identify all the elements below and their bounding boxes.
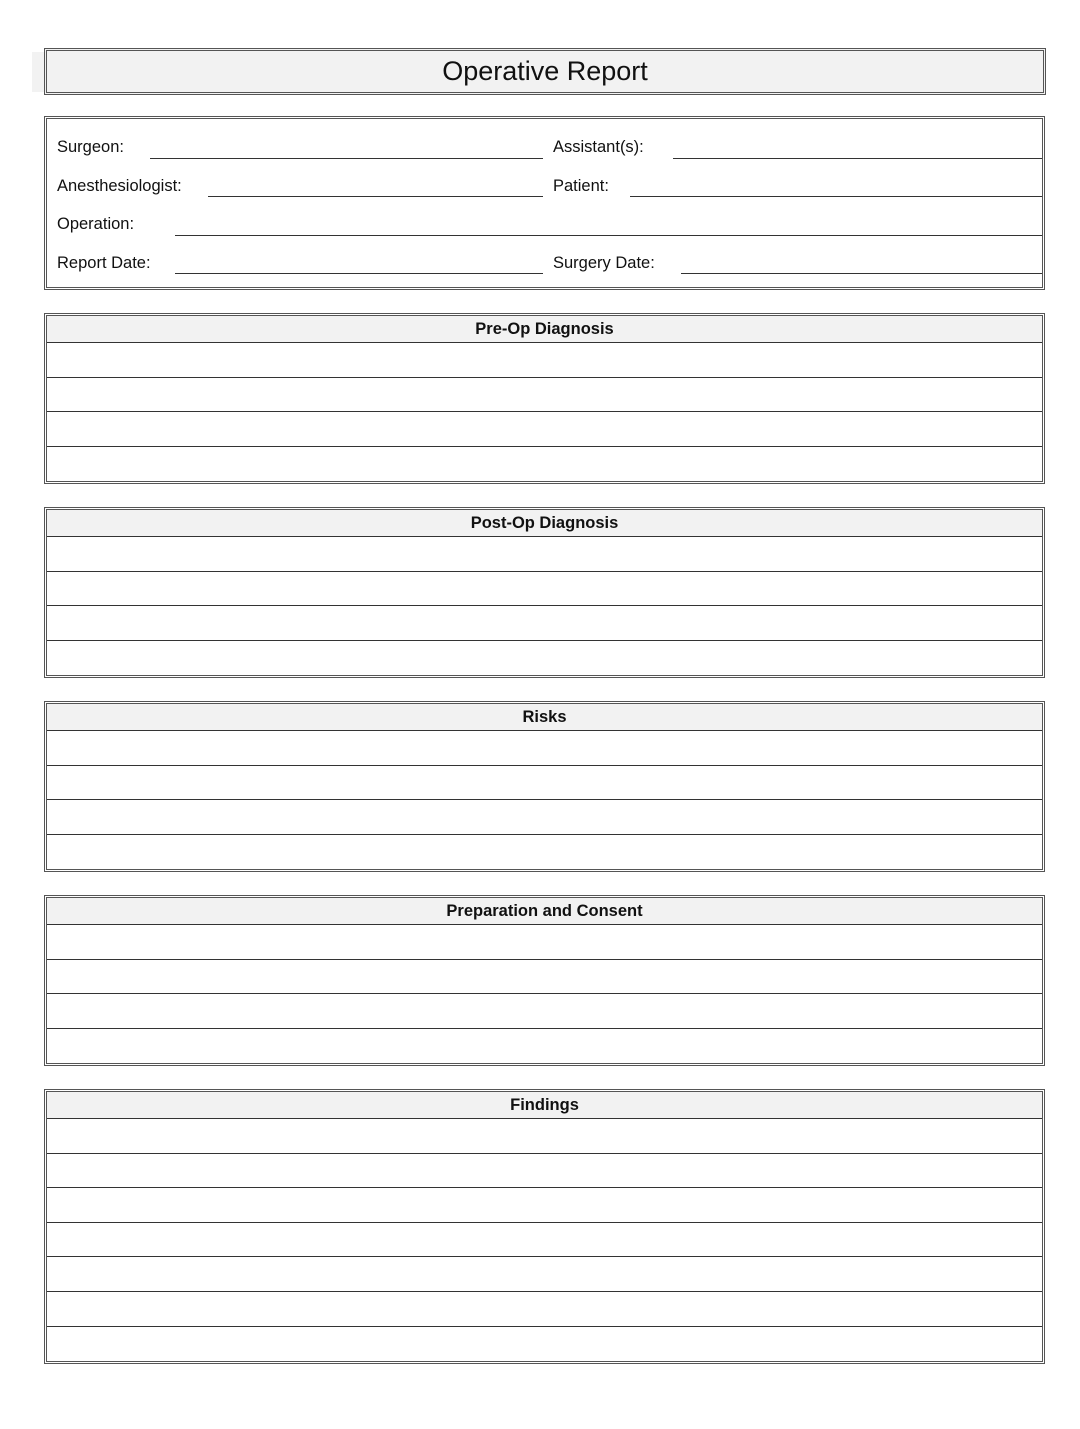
preparation-consent-line[interactable] [47, 960, 1042, 995]
report-info-box [44, 116, 1045, 290]
preparation-consent-heading: Preparation and Consent [47, 898, 1042, 925]
findings-line[interactable] [47, 1257, 1042, 1292]
surgery-date-field[interactable] [681, 273, 1042, 274]
findings-line[interactable] [47, 1119, 1042, 1154]
preop-diagnosis-line[interactable] [47, 378, 1042, 413]
preop-diagnosis-line[interactable] [47, 343, 1042, 378]
report-date-label: Report Date: [57, 254, 151, 272]
preparation-consent-line[interactable] [47, 925, 1042, 960]
postop-diagnosis-line[interactable] [47, 641, 1042, 676]
findings-line[interactable] [47, 1292, 1042, 1327]
findings-line[interactable] [47, 1154, 1042, 1189]
surgery-date-label: Surgery Date: [553, 254, 655, 272]
preop-diagnosis-line[interactable] [47, 412, 1042, 447]
postop-diagnosis-line[interactable] [47, 606, 1042, 641]
patient-field[interactable] [630, 196, 1042, 197]
findings-section [44, 1089, 1045, 1364]
postop-diagnosis-line[interactable] [47, 537, 1042, 572]
operation-label: Operation: [57, 215, 135, 233]
findings-line[interactable] [47, 1327, 1042, 1362]
operation-field[interactable] [175, 235, 1042, 236]
risks-line[interactable] [47, 835, 1042, 870]
report-title: Operative Report [442, 56, 648, 86]
patient-label: Patient: [553, 177, 609, 195]
preparation-consent-line[interactable] [47, 1029, 1042, 1064]
risks-line[interactable] [47, 731, 1042, 766]
assistants-field[interactable] [673, 158, 1042, 159]
postop-diagnosis-section [44, 507, 1045, 678]
preop-diagnosis-line[interactable] [47, 447, 1042, 482]
surgeon-label: Surgeon: [57, 138, 124, 156]
findings-line[interactable] [47, 1223, 1042, 1258]
report-date-field[interactable] [175, 273, 543, 274]
preparation-consent-line[interactable] [47, 994, 1042, 1029]
surgeon-field[interactable] [150, 158, 543, 159]
risks-line[interactable] [47, 766, 1042, 801]
anesthesiologist-label: Anesthesiologist: [57, 177, 182, 195]
risks-section [44, 701, 1045, 872]
preop-diagnosis-section [44, 313, 1045, 484]
preop-diagnosis-heading: Pre-Op Diagnosis [47, 316, 1042, 343]
anesthesiologist-field[interactable] [208, 196, 543, 197]
preparation-consent-section [44, 895, 1045, 1066]
findings-heading: Findings [47, 1092, 1042, 1119]
risks-heading: Risks [47, 704, 1042, 731]
report-title-banner [44, 48, 1046, 95]
findings-line[interactable] [47, 1188, 1042, 1223]
risks-line[interactable] [47, 800, 1042, 835]
postop-diagnosis-heading: Post-Op Diagnosis [47, 510, 1042, 537]
postop-diagnosis-line[interactable] [47, 572, 1042, 607]
assistants-label: Assistant(s): [553, 138, 644, 156]
